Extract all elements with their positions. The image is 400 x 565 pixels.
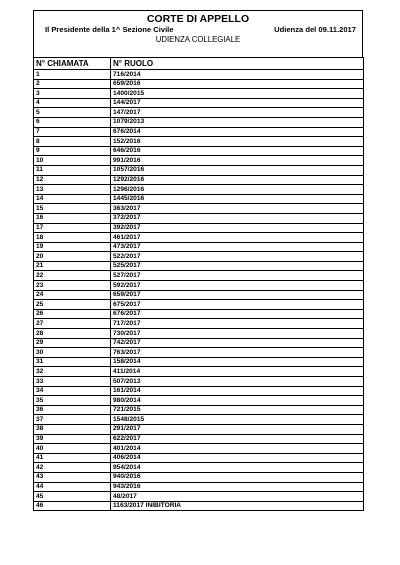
table-row xyxy=(34,233,364,243)
roll-number-cell: 675/2017 xyxy=(111,300,364,310)
call-number-cell: 46 xyxy=(34,501,111,511)
table-row xyxy=(34,405,364,415)
roll-number-cell: 1163/2017 INIBITORIA xyxy=(111,501,364,511)
roll-number-cell: 676/2017 xyxy=(111,309,364,319)
call-number-cell: 20 xyxy=(34,252,111,262)
table-row xyxy=(34,501,364,511)
call-number-cell: 41 xyxy=(34,453,111,463)
call-number-cell: 11 xyxy=(34,165,111,175)
table-row xyxy=(34,89,364,99)
roll-number-cell: 363/2017 xyxy=(111,204,364,214)
table-row xyxy=(34,463,364,473)
header-info-line xyxy=(34,25,362,35)
table-header-row xyxy=(34,58,364,70)
call-number-cell: 38 xyxy=(34,424,111,434)
table-row xyxy=(34,223,364,233)
table-row xyxy=(34,261,364,271)
call-number-cell: 6 xyxy=(34,117,111,127)
table-row xyxy=(34,472,364,482)
roll-number-cell: 940/2016 xyxy=(111,472,364,482)
table-row xyxy=(34,213,364,223)
call-number-cell: 4 xyxy=(34,98,111,108)
table-row xyxy=(34,70,364,80)
column-header-call-number: N° CHIAMATA xyxy=(34,58,111,70)
table-row xyxy=(34,377,364,387)
hearing-type: UDIENZA COLLEGIALE xyxy=(155,35,241,44)
roll-number-cell: 158/2014 xyxy=(111,357,364,367)
table-row xyxy=(34,338,364,348)
roll-number-cell: 1548/2015 xyxy=(111,415,364,425)
table-row xyxy=(34,396,364,406)
call-number-cell: 7 xyxy=(34,127,111,137)
roll-number-cell: 473/2017 xyxy=(111,242,364,252)
call-number-cell: 34 xyxy=(34,386,111,396)
roll-number-cell: 1296/2016 xyxy=(111,185,364,195)
call-number-cell: 26 xyxy=(34,309,111,319)
call-number-cell: 35 xyxy=(34,396,111,406)
roll-number-cell: 716/2014 xyxy=(111,70,364,80)
call-number-cell: 32 xyxy=(34,367,111,377)
call-number-cell: 36 xyxy=(34,405,111,415)
table-row xyxy=(34,348,364,358)
call-number-cell: 5 xyxy=(34,108,111,118)
roll-number-cell: 742/2017 xyxy=(111,338,364,348)
roll-number-cell: 980/2014 xyxy=(111,396,364,406)
roll-number-cell: 507/2013 xyxy=(111,377,364,387)
table-row xyxy=(34,146,364,156)
table-row xyxy=(34,492,364,502)
call-number-cell: 37 xyxy=(34,415,111,425)
table-row xyxy=(34,98,364,108)
call-number-cell: 39 xyxy=(34,434,111,444)
court-title: CORTE DI APPELLO xyxy=(146,13,250,25)
call-number-cell: 16 xyxy=(34,213,111,223)
call-number-cell: 3 xyxy=(34,89,111,99)
roll-number-cell: 943/2016 xyxy=(111,482,364,492)
roll-number-cell: 676/2014 xyxy=(111,127,364,137)
roll-number-cell: 622/2017 xyxy=(111,434,364,444)
table-row xyxy=(34,424,364,434)
document-header xyxy=(33,10,363,57)
table-row xyxy=(34,175,364,185)
roll-number-cell: 522/2017 xyxy=(111,252,364,262)
call-number-cell: 18 xyxy=(34,233,111,243)
call-number-cell: 8 xyxy=(34,137,111,147)
roll-number-cell: 144/2017 xyxy=(111,98,364,108)
call-number-cell: 25 xyxy=(34,300,111,310)
call-number-cell: 29 xyxy=(34,338,111,348)
table-row xyxy=(34,165,364,175)
roll-number-cell: 152/2016 xyxy=(111,137,364,147)
roll-number-cell: 406/2014 xyxy=(111,453,364,463)
roll-number-cell: 1445/2016 xyxy=(111,194,364,204)
roll-number-cell: 592/2017 xyxy=(111,281,364,291)
roll-number-cell: 721/2015 xyxy=(111,405,364,415)
table-body xyxy=(34,70,364,511)
call-number-cell: 15 xyxy=(34,204,111,214)
call-number-cell: 21 xyxy=(34,261,111,271)
roll-number-cell: 717/2017 xyxy=(111,319,364,329)
table-row xyxy=(34,309,364,319)
table-row xyxy=(34,386,364,396)
table-row xyxy=(34,300,364,310)
table-row xyxy=(34,137,364,147)
call-number-cell: 19 xyxy=(34,242,111,252)
table-row xyxy=(34,252,364,262)
table-row xyxy=(34,367,364,377)
table-row xyxy=(34,242,364,252)
call-number-cell: 14 xyxy=(34,194,111,204)
table-row xyxy=(34,329,364,339)
roll-number-cell: 48/2017 xyxy=(111,492,364,502)
table-row xyxy=(34,453,364,463)
table-row xyxy=(34,482,364,492)
roll-number-cell: 1079/2013 xyxy=(111,117,364,127)
call-number-cell: 10 xyxy=(34,156,111,166)
roll-number-cell: 1292/2016 xyxy=(111,175,364,185)
call-number-cell: 23 xyxy=(34,281,111,291)
call-number-cell: 1 xyxy=(34,70,111,80)
roll-number-cell: 763/2017 xyxy=(111,348,364,358)
call-number-cell: 30 xyxy=(34,348,111,358)
call-number-cell: 31 xyxy=(34,357,111,367)
call-number-cell: 2 xyxy=(34,79,111,89)
roll-number-cell: 461/2017 xyxy=(111,233,364,243)
table-row xyxy=(34,185,364,195)
table-row xyxy=(34,156,364,166)
table-row xyxy=(34,271,364,281)
call-number-cell: 12 xyxy=(34,175,111,185)
call-number-cell: 44 xyxy=(34,482,111,492)
call-number-cell: 13 xyxy=(34,185,111,195)
roll-number-cell: 1400/2015 xyxy=(111,89,364,99)
table-row xyxy=(34,108,364,118)
hearing-date: Udienza del 09.11.2017 xyxy=(274,25,356,34)
table-row xyxy=(34,290,364,300)
roll-number-cell: 659/2016 xyxy=(111,79,364,89)
roll-number-cell: 730/2017 xyxy=(111,329,364,339)
call-number-cell: 42 xyxy=(34,463,111,473)
call-number-cell: 33 xyxy=(34,377,111,387)
table-row xyxy=(34,434,364,444)
call-number-cell: 17 xyxy=(34,223,111,233)
hearing-table xyxy=(33,57,364,511)
table-row xyxy=(34,127,364,137)
table-row xyxy=(34,194,364,204)
roll-number-cell: 1057/2016 xyxy=(111,165,364,175)
roll-number-cell: 291/2017 xyxy=(111,424,364,434)
roll-number-cell: 161/2014 xyxy=(111,386,364,396)
call-number-cell: 45 xyxy=(34,492,111,502)
president-label: Il Presidente della 1^ Sezione Civile xyxy=(45,25,174,34)
call-number-cell: 40 xyxy=(34,444,111,454)
call-number-cell: 22 xyxy=(34,271,111,281)
roll-number-cell: 392/2017 xyxy=(111,223,364,233)
roll-number-cell: 411/2014 xyxy=(111,367,364,377)
call-number-cell: 43 xyxy=(34,472,111,482)
table-row xyxy=(34,444,364,454)
roll-number-cell: 527/2017 xyxy=(111,271,364,281)
roll-number-cell: 147/2017 xyxy=(111,108,364,118)
call-number-cell: 27 xyxy=(34,319,111,329)
table-row xyxy=(34,204,364,214)
table-row xyxy=(34,79,364,89)
roll-number-cell: 954/2014 xyxy=(111,463,364,473)
roll-number-cell: 991/2016 xyxy=(111,156,364,166)
hearing-document xyxy=(33,10,363,511)
column-header-roll-number: N° RUOLO xyxy=(111,58,364,70)
roll-number-cell: 659/2017 xyxy=(111,290,364,300)
call-number-cell: 9 xyxy=(34,146,111,156)
table-row xyxy=(34,415,364,425)
table-row xyxy=(34,281,364,291)
table-row xyxy=(34,319,364,329)
table-row xyxy=(34,357,364,367)
roll-number-cell: 372/2017 xyxy=(111,213,364,223)
roll-number-cell: 401/2014 xyxy=(111,444,364,454)
call-number-cell: 28 xyxy=(34,329,111,339)
table-row xyxy=(34,117,364,127)
roll-number-cell: 646/2016 xyxy=(111,146,364,156)
call-number-cell: 24 xyxy=(34,290,111,300)
roll-number-cell: 525/2017 xyxy=(111,261,364,271)
